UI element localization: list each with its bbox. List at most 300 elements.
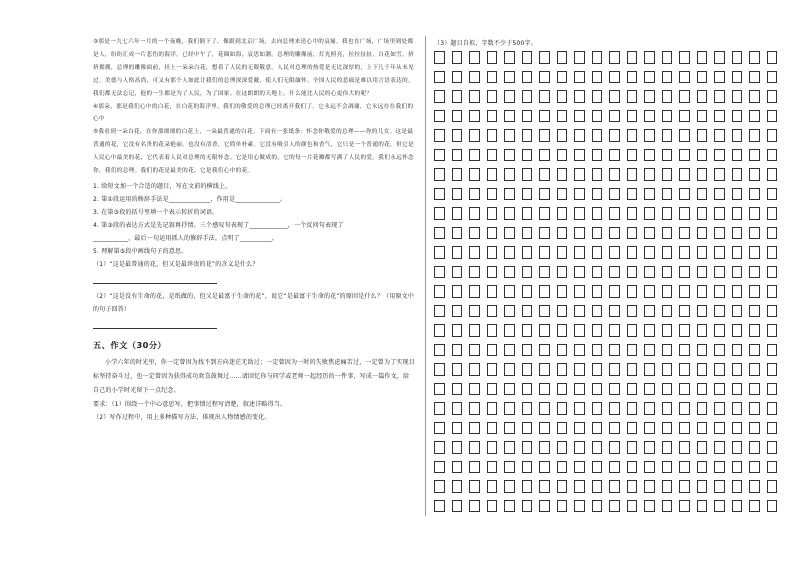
grid-cell[interactable] [732,422,743,435]
grid-cell[interactable] [469,246,480,259]
grid-cell[interactable] [767,344,778,357]
grid-cell[interactable] [487,461,498,474]
grid-cell[interactable] [557,402,568,415]
grid-cell[interactable] [697,363,708,376]
grid-cell[interactable] [609,71,620,84]
grid-cell[interactable] [539,149,550,162]
grid-cell[interactable] [609,266,620,279]
grid-cell[interactable] [434,324,445,337]
grid-cell[interactable] [522,168,533,181]
grid-cell[interactable] [627,324,638,337]
grid-cell[interactable] [452,266,463,279]
grid-cell[interactable] [539,363,550,376]
grid-cell[interactable] [679,363,690,376]
grid-cell[interactable] [749,480,760,493]
grid-cell[interactable] [487,207,498,220]
grid-cell[interactable] [627,129,638,142]
grid-cell[interactable] [592,422,603,435]
grid-cell[interactable] [469,149,480,162]
grid-cell[interactable] [749,461,760,474]
grid-cell[interactable] [609,129,620,142]
grid-cell[interactable] [469,285,480,298]
grid-cell[interactable] [557,246,568,259]
grid-cell[interactable] [697,129,708,142]
grid-cell[interactable] [504,324,515,337]
grid-cell[interactable] [627,207,638,220]
grid-cell[interactable] [697,344,708,357]
grid-cell[interactable] [679,285,690,298]
grid-cell[interactable] [539,246,550,259]
grid-cell[interactable] [592,110,603,123]
grid-cell[interactable] [592,461,603,474]
grid-cell[interactable] [662,285,673,298]
grid-cell[interactable] [714,500,725,513]
grid-cell[interactable] [767,207,778,220]
grid-cell[interactable] [627,441,638,454]
grid-cell[interactable] [487,422,498,435]
grid-cell[interactable] [662,246,673,259]
grid-cell[interactable] [697,188,708,201]
grid-cell[interactable] [487,480,498,493]
grid-cell[interactable] [574,188,585,201]
grid-cell[interactable] [469,363,480,376]
grid-cell[interactable] [644,480,655,493]
grid-cell[interactable] [557,441,568,454]
grid-cell[interactable] [469,110,480,123]
grid-cell[interactable] [434,461,445,474]
grid-cell[interactable] [574,168,585,181]
grid-cell[interactable] [767,51,778,64]
grid-cell[interactable] [434,344,445,357]
grid-cell[interactable] [504,149,515,162]
grid-cell[interactable] [452,344,463,357]
grid-cell[interactable] [644,402,655,415]
grid-cell[interactable] [504,461,515,474]
grid-cell[interactable] [697,324,708,337]
grid-cell[interactable] [592,285,603,298]
grid-cell[interactable] [679,266,690,279]
grid-cell[interactable] [574,227,585,240]
grid-cell[interactable] [749,402,760,415]
grid-cell[interactable] [539,227,550,240]
grid-cell[interactable] [732,500,743,513]
grid-cell[interactable] [522,480,533,493]
grid-cell[interactable] [714,188,725,201]
grid-cell[interactable] [767,149,778,162]
grid-cell[interactable] [539,305,550,318]
grid-cell[interactable] [644,207,655,220]
grid-cell[interactable] [662,90,673,103]
grid-cell[interactable] [644,363,655,376]
grid-cell[interactable] [539,344,550,357]
grid-cell[interactable] [487,402,498,415]
grid-cell[interactable] [557,207,568,220]
grid-cell[interactable] [557,285,568,298]
grid-cell[interactable] [452,188,463,201]
grid-cell[interactable] [714,227,725,240]
grid-cell[interactable] [574,129,585,142]
grid-cell[interactable] [522,500,533,513]
grid-cell[interactable] [469,344,480,357]
grid-cell[interactable] [434,500,445,513]
grid-cell[interactable] [574,402,585,415]
grid-cell[interactable] [469,51,480,64]
grid-cell[interactable] [732,383,743,396]
grid-cell[interactable] [487,90,498,103]
grid-cell[interactable] [487,383,498,396]
grid-cell[interactable] [767,383,778,396]
grid-cell[interactable] [434,422,445,435]
grid-cell[interactable] [592,168,603,181]
grid-cell[interactable] [732,441,743,454]
grid-cell[interactable] [592,402,603,415]
grid-cell[interactable] [732,207,743,220]
grid-cell[interactable] [434,149,445,162]
grid-cell[interactable] [749,90,760,103]
grid-cell[interactable] [662,383,673,396]
grid-cell[interactable] [574,71,585,84]
grid-cell[interactable] [644,51,655,64]
grid-cell[interactable] [434,71,445,84]
grid-cell[interactable] [644,90,655,103]
grid-cell[interactable] [609,149,620,162]
grid-cell[interactable] [452,402,463,415]
grid-cell[interactable] [732,129,743,142]
grid-cell[interactable] [697,246,708,259]
grid-cell[interactable] [592,441,603,454]
grid-cell[interactable] [469,129,480,142]
grid-cell[interactable] [644,129,655,142]
grid-cell[interactable] [767,227,778,240]
grid-cell[interactable] [767,461,778,474]
grid-cell[interactable] [434,285,445,298]
grid-cell[interactable] [434,305,445,318]
grid-cell[interactable] [539,90,550,103]
grid-cell[interactable] [714,383,725,396]
grid-cell[interactable] [557,422,568,435]
grid-cell[interactable] [487,110,498,123]
grid-cell[interactable] [592,71,603,84]
grid-cell[interactable] [627,500,638,513]
grid-cell[interactable] [452,461,463,474]
grid-cell[interactable] [697,402,708,415]
grid-cell[interactable] [679,383,690,396]
grid-cell[interactable] [539,71,550,84]
grid-cell[interactable] [679,149,690,162]
grid-cell[interactable] [434,90,445,103]
grid-cell[interactable] [434,266,445,279]
grid-cell[interactable] [452,285,463,298]
grid-cell[interactable] [487,344,498,357]
grid-cell[interactable] [522,246,533,259]
grid-cell[interactable] [592,129,603,142]
grid-cell[interactable] [697,266,708,279]
grid-cell[interactable] [679,188,690,201]
grid-cell[interactable] [732,71,743,84]
grid-cell[interactable] [679,207,690,220]
grid-cell[interactable] [749,441,760,454]
answer-line-5-2[interactable] [93,318,217,329]
grid-cell[interactable] [627,90,638,103]
grid-cell[interactable] [644,441,655,454]
grid-cell[interactable] [592,246,603,259]
grid-cell[interactable] [662,480,673,493]
grid-cell[interactable] [697,461,708,474]
grid-cell[interactable] [732,480,743,493]
grid-cell[interactable] [714,441,725,454]
grid-cell[interactable] [469,168,480,181]
grid-cell[interactable] [714,285,725,298]
grid-cell[interactable] [609,227,620,240]
grid-cell[interactable] [714,207,725,220]
grid-cell[interactable] [732,402,743,415]
grid-cell[interactable] [452,168,463,181]
grid-cell[interactable] [522,207,533,220]
grid-cell[interactable] [574,480,585,493]
grid-cell[interactable] [767,324,778,337]
grid-cell[interactable] [697,51,708,64]
grid-cell[interactable] [644,344,655,357]
grid-cell[interactable] [662,149,673,162]
grid-cell[interactable] [522,266,533,279]
grid-cell[interactable] [592,383,603,396]
grid-cell[interactable] [644,500,655,513]
grid-cell[interactable] [592,266,603,279]
grid-cell[interactable] [749,246,760,259]
grid-cell[interactable] [539,285,550,298]
grid-cell[interactable] [679,324,690,337]
grid-cell[interactable] [609,402,620,415]
grid-cell[interactable] [732,246,743,259]
grid-cell[interactable] [627,149,638,162]
grid-cell[interactable] [644,168,655,181]
grid-cell[interactable] [732,305,743,318]
grid-cell[interactable] [644,461,655,474]
grid-cell[interactable] [767,246,778,259]
grid-cell[interactable] [714,51,725,64]
grid-cell[interactable] [644,149,655,162]
grid-cell[interactable] [504,207,515,220]
grid-cell[interactable] [469,188,480,201]
grid-cell[interactable] [469,500,480,513]
grid-cell[interactable] [662,207,673,220]
grid-cell[interactable] [749,344,760,357]
grid-cell[interactable] [749,51,760,64]
grid-cell[interactable] [592,188,603,201]
grid-cell[interactable] [504,168,515,181]
grid-cell[interactable] [522,305,533,318]
grid-cell[interactable] [714,266,725,279]
grid-cell[interactable] [504,227,515,240]
grid-cell[interactable] [504,285,515,298]
grid-cell[interactable] [539,402,550,415]
grid-cell[interactable] [609,90,620,103]
grid-cell[interactable] [697,500,708,513]
grid-cell[interactable] [557,90,568,103]
grid-cell[interactable] [662,363,673,376]
grid-cell[interactable] [452,71,463,84]
grid-cell[interactable] [714,480,725,493]
grid-cell[interactable] [749,383,760,396]
grid-cell[interactable] [487,246,498,259]
grid-cell[interactable] [469,422,480,435]
grid-cell[interactable] [539,441,550,454]
grid-cell[interactable] [522,324,533,337]
grid-cell[interactable] [714,305,725,318]
grid-cell[interactable] [522,363,533,376]
grid-cell[interactable] [697,285,708,298]
grid-cell[interactable] [434,441,445,454]
grid-cell[interactable] [504,51,515,64]
grid-cell[interactable] [469,207,480,220]
grid-cell[interactable] [732,110,743,123]
grid-cell[interactable] [522,285,533,298]
grid-cell[interactable] [644,188,655,201]
grid-cell[interactable] [749,363,760,376]
grid-cell[interactable] [609,188,620,201]
grid-cell[interactable] [627,344,638,357]
grid-cell[interactable] [557,305,568,318]
grid-cell[interactable] [574,461,585,474]
grid-cell[interactable] [767,402,778,415]
grid-cell[interactable] [697,480,708,493]
grid-cell[interactable] [679,51,690,64]
grid-cell[interactable] [452,207,463,220]
grid-cell[interactable] [557,500,568,513]
grid-cell[interactable] [627,71,638,84]
grid-cell[interactable] [627,461,638,474]
grid-cell[interactable] [609,441,620,454]
grid-cell[interactable] [452,149,463,162]
grid-cell[interactable] [522,110,533,123]
grid-cell[interactable] [487,168,498,181]
grid-cell[interactable] [627,422,638,435]
grid-cell[interactable] [714,110,725,123]
grid-cell[interactable] [609,246,620,259]
grid-cell[interactable] [662,71,673,84]
grid-cell[interactable] [574,344,585,357]
grid-cell[interactable] [749,110,760,123]
grid-cell[interactable] [557,383,568,396]
grid-cell[interactable] [574,285,585,298]
grid-cell[interactable] [767,363,778,376]
grid-cell[interactable] [749,324,760,337]
grid-cell[interactable] [487,188,498,201]
grid-cell[interactable] [539,422,550,435]
grid-cell[interactable] [522,188,533,201]
grid-cell[interactable] [469,266,480,279]
grid-cell[interactable] [714,363,725,376]
grid-cell[interactable] [767,422,778,435]
grid-cell[interactable] [469,324,480,337]
grid-cell[interactable] [557,480,568,493]
grid-cell[interactable] [434,51,445,64]
grid-cell[interactable] [452,422,463,435]
grid-cell[interactable] [732,227,743,240]
grid-cell[interactable] [732,363,743,376]
grid-cell[interactable] [662,110,673,123]
grid-cell[interactable] [504,402,515,415]
grid-cell[interactable] [627,246,638,259]
grid-cell[interactable] [557,188,568,201]
grid-cell[interactable] [749,129,760,142]
grid-cell[interactable] [487,305,498,318]
grid-cell[interactable] [504,344,515,357]
grid-cell[interactable] [504,305,515,318]
grid-cell[interactable] [749,71,760,84]
grid-cell[interactable] [487,285,498,298]
grid-cell[interactable] [749,168,760,181]
grid-cell[interactable] [732,90,743,103]
grid-cell[interactable] [732,149,743,162]
grid-cell[interactable] [522,461,533,474]
grid-cell[interactable] [452,383,463,396]
grid-cell[interactable] [452,51,463,64]
grid-cell[interactable] [679,129,690,142]
grid-cell[interactable] [679,246,690,259]
grid-cell[interactable] [539,266,550,279]
grid-cell[interactable] [749,266,760,279]
grid-cell[interactable] [557,363,568,376]
grid-cell[interactable] [557,110,568,123]
grid-cell[interactable] [609,500,620,513]
grid-cell[interactable] [644,71,655,84]
grid-cell[interactable] [452,110,463,123]
grid-cell[interactable] [557,461,568,474]
grid-cell[interactable] [627,363,638,376]
grid-cell[interactable] [539,500,550,513]
grid-cell[interactable] [732,168,743,181]
grid-cell[interactable] [662,324,673,337]
grid-cell[interactable] [592,324,603,337]
grid-cell[interactable] [714,149,725,162]
grid-cell[interactable] [487,51,498,64]
grid-cell[interactable] [732,51,743,64]
grid-cell[interactable] [504,422,515,435]
grid-cell[interactable] [574,422,585,435]
grid-cell[interactable] [592,480,603,493]
grid-cell[interactable] [714,461,725,474]
grid-cell[interactable] [522,422,533,435]
grid-cell[interactable] [469,480,480,493]
grid-cell[interactable] [679,305,690,318]
grid-cell[interactable] [522,344,533,357]
grid-cell[interactable] [679,461,690,474]
grid-cell[interactable] [697,383,708,396]
grid-cell[interactable] [644,422,655,435]
grid-cell[interactable] [732,344,743,357]
grid-cell[interactable] [592,207,603,220]
grid-cell[interactable] [714,422,725,435]
grid-cell[interactable] [592,363,603,376]
grid-cell[interactable] [749,422,760,435]
grid-cell[interactable] [697,71,708,84]
grid-cell[interactable] [504,129,515,142]
grid-cell[interactable] [662,168,673,181]
grid-cell[interactable] [452,441,463,454]
grid-cell[interactable] [452,305,463,318]
grid-cell[interactable] [767,71,778,84]
grid-cell[interactable] [557,168,568,181]
grid-cell[interactable] [697,207,708,220]
grid-cell[interactable] [644,324,655,337]
grid-cell[interactable] [504,188,515,201]
grid-cell[interactable] [679,227,690,240]
grid-cell[interactable] [469,71,480,84]
grid-cell[interactable] [609,324,620,337]
grid-cell[interactable] [662,305,673,318]
grid-cell[interactable] [679,110,690,123]
